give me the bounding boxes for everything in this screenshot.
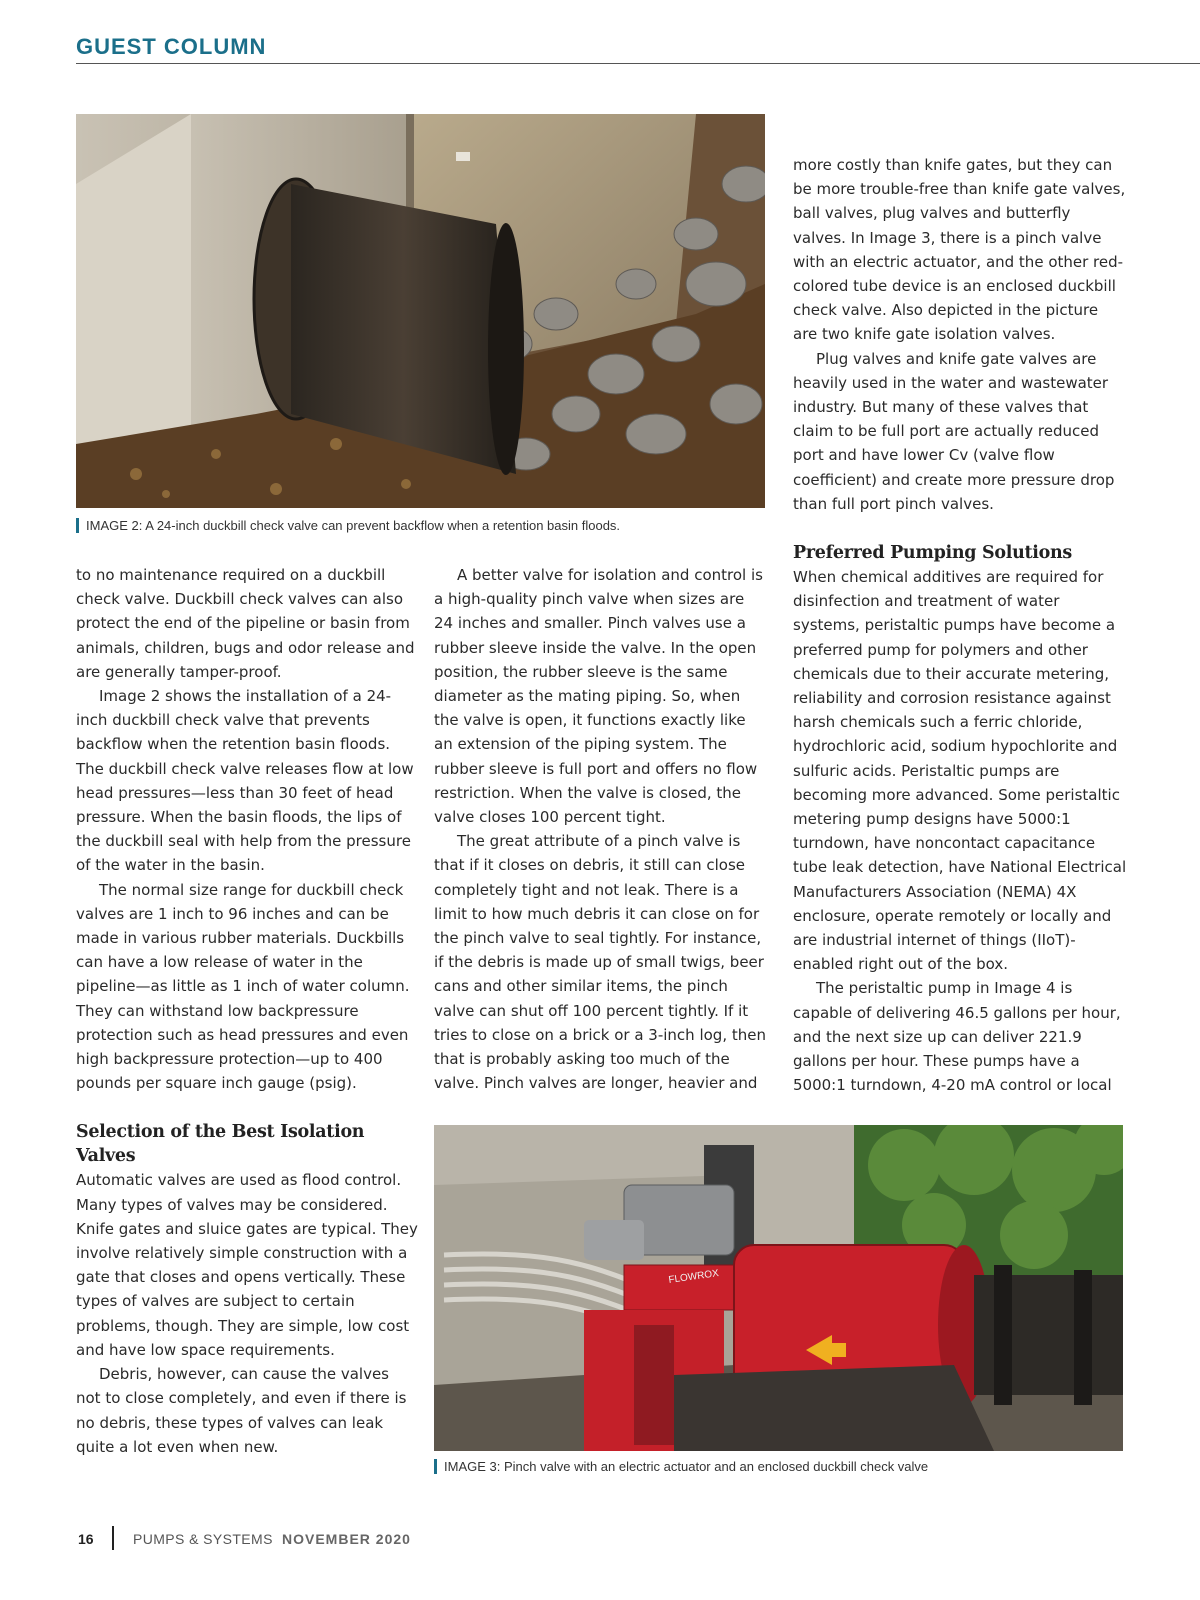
magazine-name: PUMPS & SYSTEMS: [133, 1531, 273, 1547]
duckbill-valve-photo: [76, 114, 765, 508]
section-label: GUEST COLUMN: [76, 34, 267, 59]
paragraph: Debris, however, can cause the valves not to close completely, and even if there is no debris, these types of valves can leak quite a lot even when new.: [76, 1365, 407, 1456]
paragraph: Automatic valves are used as flood control. Many types of valves may be considered. Knife gates and sluice gates are typical. They involve relatively simple construction with a gate that closes and opens vertically. These types of valves are subject to certain problems, though. They are simple, low cost and have low space requirements.: [76, 1171, 418, 1359]
flowrox-label: FLOWROX: [667, 1268, 720, 1286]
subheading-isolation-valves: Selection of the Best Isolation Valves: [76, 1122, 365, 1167]
header-rule: [76, 63, 1200, 64]
caption-prefix: IMAGE 2:: [86, 518, 143, 533]
paragraph: to no maintenance required on a duckbill check valve. Duckbill check valves can also protect the end of the pipeline or basin from animals, children, bugs and odor release and are generally tamper-proof.: [76, 566, 415, 681]
column-3-top: [793, 153, 1127, 516]
pinch-valve-illustration: [434, 1125, 1123, 1451]
duckbill-valve-illustration: [76, 114, 765, 508]
caption-prefix: IMAGE 3:: [444, 1459, 501, 1474]
caption-accent-bar: [76, 518, 79, 533]
footer-separator: [112, 1526, 114, 1550]
subheading-pumping-solutions: Preferred Pumping Solutions: [793, 543, 1072, 563]
paragraph: Plug valves and knife gate valves are heavily used in the water and wastewater industry. But many of these valves that claim to be full port are actually reduced port and have lower Cv (valve flow coefficient) and create more pressure drop than full port pinch valves.: [793, 349, 1115, 513]
image3-caption: [434, 1459, 928, 1474]
image2-caption: [76, 518, 620, 533]
caption-accent-bar: [434, 1459, 437, 1474]
caption-text: A 24-inch duckbill check valve can prevent backflow when a retention basin floods.: [145, 518, 621, 533]
paragraph: When chemical additives are required for disinfection and treatment of water systems, peristaltic pumps have become a preferred pump for polymers and other chemicals due to their accurate metering, reliability and corrosion resistance against harsh chemicals such a ferric chloride, hydrochloric acid, sodium hypochlorite and sulfuric acids. Peristaltic pumps are becoming more advanced. Some peristaltic metering pump designs have 5000:1 turndown, have noncontact capacitance tube leak detection, have National Electrical Manufacturers Association (NEMA) 4X enclosure, operate remotely or locally and are industrial internet of things (IIoT)-enabled right out of the box.: [793, 568, 1127, 974]
paragraph: The normal size range for duckbill check valves are 1 inch to 96 inches and can be made in various rubber materials. Duckbills can have a low release of water in the pipeline—as little as 1 inch of water column. They can withstand low backpressure protection such as head pressures and even high backpressure protection—up to 400 pounds per square inch gauge (psig).: [76, 880, 410, 1093]
column-3-bottom: [793, 541, 1127, 1097]
pinch-valve-photo: [434, 1125, 1123, 1451]
paragraph: Image 2 shows the installation of a 24-inch duckbill check valve that prevents backflow when the retention basin floods. The duckbill check valve releases flow at low head pressures—less than 30 feet of head pressure. When the basin floods, the lips of the duckbill seal with help from the pressure of the water in the basin.: [76, 687, 414, 875]
page-number: 16: [78, 1531, 94, 1547]
paragraph: The great attribute of a pinch valve is that if it closes on debris, it still can close completely tight and not leak. There is a limit to how much debris it can close on for the pinch valve to seal tightly. For instance, if the debris is made up of small twigs, beer cans and other similar items, the pinch valve can shut off 100 percent tightly. If it tries to close on a brick or a 3-inch log, then that is probably asking too much of the valve. Pinch valves are longer, heavier and: [434, 832, 766, 1093]
paragraph: A better valve for isolation and control is a high-quality pinch valve when sizes are 24 inches and smaller. Pinch valves use a rubber sleeve inside the valve. In the open position, the rubber sleeve is the same diameter as the mating piping. So, when the valve is open, it functions exactly like an extension of the piping system. The rubber sleeve is full port and offers no flow restriction. When the valve is closed, the valve closes 100 percent tight.: [434, 566, 763, 827]
column-2: [434, 563, 766, 1095]
issue-date: NOVEMBER 2020: [282, 1531, 411, 1547]
caption-text: Pinch valve with an electric actuator and an enclosed duckbill check valve: [503, 1459, 929, 1474]
paragraph: The peristaltic pump in Image 4 is capable of delivering 46.5 gallons per hour, and the next size up can deliver 221.9 gallons per hour. These pumps have a 5000:1 turndown, 4-20 mA control or local: [793, 979, 1121, 1095]
paragraph: more costly than knife gates, but they can be more trouble-free than knife gate valves, ball valves, plug valves and butterfly valves. In Image 3, there is a pinch valve with an electric actuator, and the other red-colored tube device is an enclosed duckbill check valve. Also depicted in the picture are two knife gate isolation valves.: [793, 156, 1126, 344]
column-1: [76, 563, 418, 1459]
